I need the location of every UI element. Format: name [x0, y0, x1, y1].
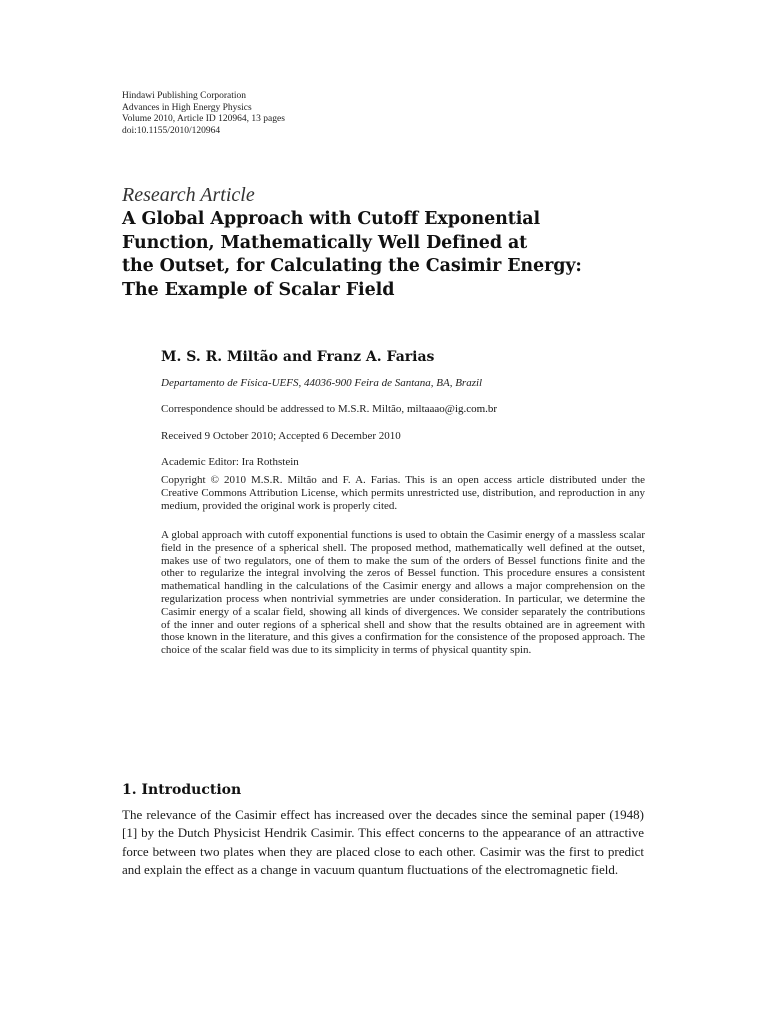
- copyright-notice: Copyright © 2010 M.S.R. Miltão and F. A. Farias. This is an open access article distributed under the Creative Commons Attribution License, which permits unrestricted use, distribution, and reproduction in any medium, provided the original work is properly cited.: [161, 474, 645, 512]
- affiliation: Departamento de Física-UEFS, 44036-900 Feira de Santana, BA, Brazil: [161, 377, 483, 389]
- academic-editor: Academic Editor: Ira Rothstein: [161, 456, 299, 468]
- correspondence-text: Correspondence should be addressed to M.S.R. Miltão,: [161, 403, 407, 415]
- paper-title: [122, 208, 682, 302]
- correspondence: [161, 402, 497, 416]
- title-line: The Example of Scalar Field: [122, 279, 395, 300]
- correspondence-email[interactable]: miltaaao@ig.com.br: [406, 403, 498, 415]
- publisher-name: Hindawi Publishing Corporation: [122, 91, 247, 101]
- doi: doi:10.1155/2010/120964: [122, 125, 221, 136]
- title-line: Function, Mathematically Well Defined at: [122, 232, 528, 253]
- introduction-paragraph: The relevance of the Casimir effect has increased over the decades since the seminal paper (1948) [1] by the Dutch Physicist Hendrik Casimir. This effect concerns to the appearance of an attractive force between two plates when they are placed close to each other. Casimir was the first to predict and explain the effect as a change in vacuum quantum fluctuations of the electromagnetic field.: [122, 807, 644, 877]
- journal-header: [122, 91, 482, 137]
- authors: M. S. R. Miltão and Franz A. Farias: [161, 349, 435, 365]
- title-line: the Outset, for Calculating the Casimir Energy:: [122, 256, 582, 277]
- journal-name: Advances in High Energy Physics: [122, 102, 252, 113]
- article-type: Research Article: [122, 184, 255, 206]
- section-heading-introduction: 1. Introduction: [122, 782, 242, 798]
- volume-info: Volume 2010, Article ID 120964, 13 pages: [122, 114, 285, 125]
- title-line: A Global Approach with Cutoff Exponential: [122, 209, 541, 229]
- abstract: A global approach with cutoff exponential functions is used to obtain the Casimir energy of a massless scalar field in the presence of a spherical shell. The proposed method, mathematically well defined at the outset, makes use of two regulators, one of them to make the sum of the orders of Bessel functions finite and the other to regularize the integral involving the zeros of Bessel function. This procedure ensures a consistent mathematical handling in the calculations of the Casimir energy and allows a major comprehension on the regularization process when nontrivial symmetries are under consideration. In particular, we determine the Casimir energy of a scalar field, showing all kinds of divergences. We consider separately the contributions of the inner and outer regions of a spherical shell and show that the results obtained are in agreement with those known in the literature, and this gives a confirmation for the consistence of the proposed approach. The choice of the scalar field was due to its simplicity in terms of physical quantity spin.: [161, 529, 645, 657]
- received-dates: Received 9 October 2010; Accepted 6 December 2010: [161, 430, 401, 442]
